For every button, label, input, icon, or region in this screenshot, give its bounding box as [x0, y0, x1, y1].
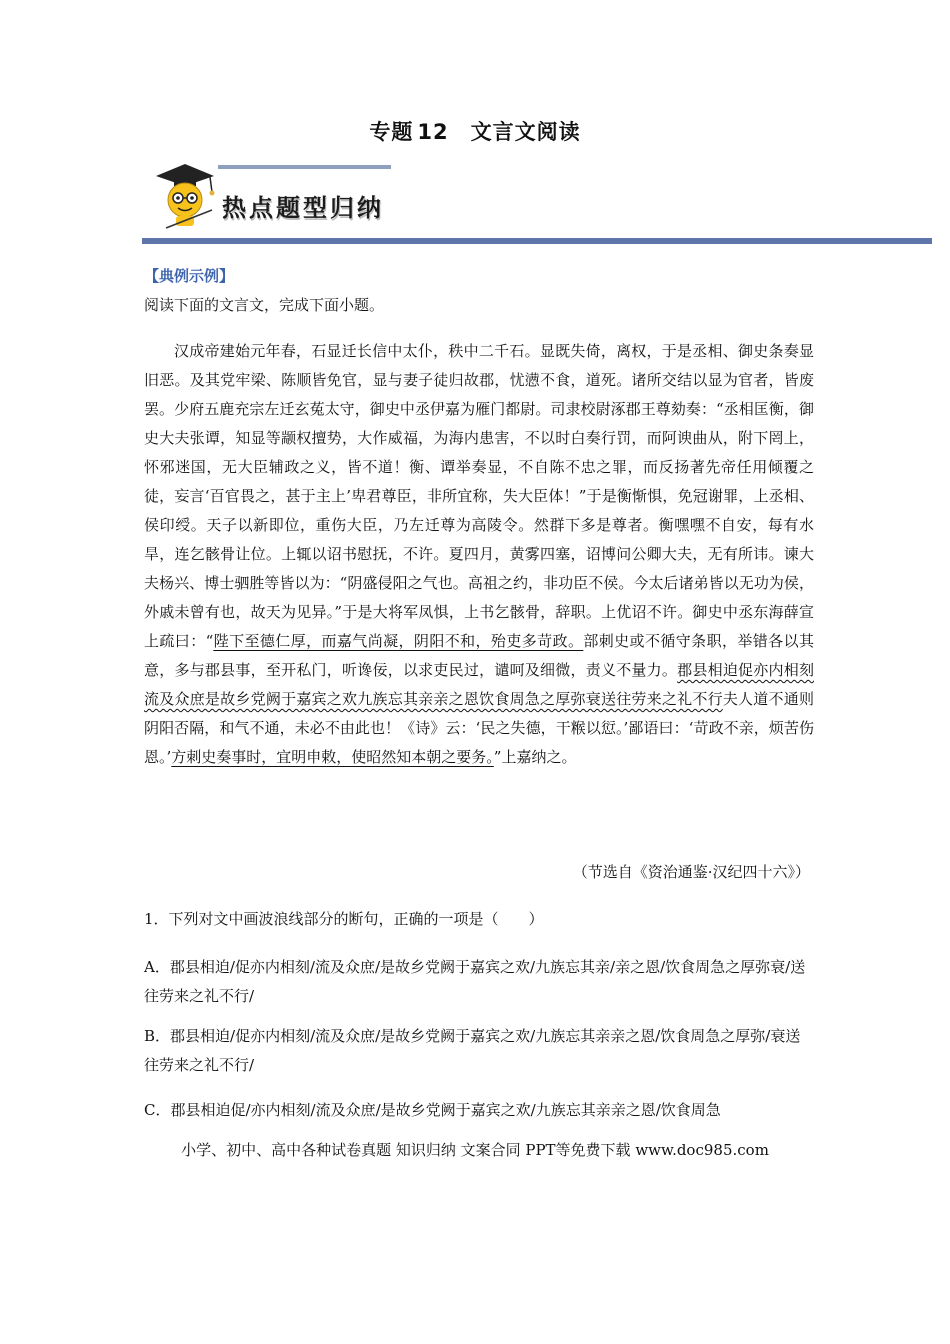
title-prefix: 专题	[369, 120, 414, 144]
graduate-cap-mascot-icon	[152, 162, 218, 230]
section-banner	[150, 160, 940, 250]
title-text: 文言文阅读	[470, 120, 581, 144]
classical-passage	[144, 337, 814, 772]
title-number: 12	[417, 120, 449, 144]
underlined-sentence-2: 方刺史奏事时，宜明申敕，使昭然知本朝之要务。	[171, 748, 494, 766]
page-footer: 小学、初中、高中各种试卷真题 知识归纳 文案合同 PPT等免费下载 www.doc985.com	[181, 1141, 769, 1159]
banner-bottom-rule	[142, 238, 932, 244]
section-label: 【典例示例】	[144, 267, 235, 285]
option-a: A．郡县相迫/促亦内相刻/流及众庶/是故乡党阙于嘉宾之欢/九族忘其亲/亲之恩/饮食周急之厚弥衰/送往劳来之礼不行/	[144, 958, 806, 1005]
intro-text: 阅读下面的文言文，完成下面小题。	[144, 296, 385, 314]
wavy-underlined-section: 郡县相迫促亦内相刻流及众庶是故乡党阙于嘉宾之欢九族忘其亲亲之恩饮食周急之厚弥衰送往劳来之礼不行	[144, 661, 814, 708]
banner-label: 热点题型归纳	[222, 193, 384, 222]
question-stem: 1．下列对文中画波浪线部分的断句，正确的一项是（ ）	[144, 910, 544, 928]
option-b: B．郡县相迫/促亦内相刻/流及众庶/是故乡党阙于嘉宾之欢/九族忘其亲亲之恩/饮食周急之厚弥/衰送往劳来之礼不行/	[144, 1027, 801, 1074]
passage-paragraph: 汉成帝建始元年春，石显迁长信中太仆，秩中二千石。显既失倚，离权，于是丞相、御史条奏显旧恶。及其党牢梁、陈顺皆免官，显与妻子徒归故郡，忧懑不食，道死。诸所交结以显为官者，皆废罢。少府五鹿充宗左迁玄菟太守，御史中丞伊嘉为雁门都尉。司隶校尉涿郡王尊劾奏：“丞相匡衡，御史大夫张谭，知显等颛权擅势，大作威福，为海内患害，不以时白奏行罚，而阿谀曲从，附下罔上，怀邪迷国，无大臣辅政之义，皆不道！衡、谭举奏显，不自陈不忠之罪，而反扬著先帝任用倾覆之徒，妄言‘百官畏之，甚于主上’卑君尊臣，非所宜称，失大臣体！”于是衡惭惧，免冠谢罪，上丞相、侯印绶。天子以新即位，重伤大臣，乃左迁尊为高陵令。然群下多是尊者。衡嘿嘿不自安，每有水旱，连乞骸骨让位。上辄以诏书慰抚，不许。夏四月，黄雾四塞，诏博问公卿大夫，无有所讳。谏大夫杨兴、博士驷胜等皆以为：“阴盛侵阳之气也。高祖之约，非功臣不侯。今太后诸弟皆以无功为侯，外戚未曾有也，故天为见异。”于是大将军凤惧，上书乞骸骨，辞职。上优诏不许。御史中丞东海薛宣上疏曰：“陛下至德仁厚，而嘉气尚凝，阴阳不和，殆吏多苛政。部刺史或不循守条职，举错各以其意，多与郡县事，至开私门，听谗佞，以求吏民过，谴呵及细微，责义不量力。郡县相迫促亦内相刻流及众庶是故乡党阙于嘉宾之欢九族忘其亲亲之恩饮食周急之厚弥衰送往劳来之礼不行夫人道不通则阴阳否隔，和气不通，未必不由此也！《诗》云：‘民之失德，干糇以愆。’鄙语曰：‘苛政不亲，烦苦伤恩。’方刺史奏事时，宜明申敕，使昭然知本朝之要务。”上嘉纳之。	[144, 342, 814, 766]
underlined-sentence-1: 陛下至德仁厚，而嘉气尚凝，阴阳不和，殆吏多苛政。	[213, 632, 584, 650]
page-title	[0, 116, 950, 146]
passage-source: （节选自《资治通鉴·汉纪四十六》）	[572, 863, 810, 881]
banner-top-rule	[218, 165, 391, 169]
option-c: C．郡县相迫促/亦内相刻/流及众庶/是故乡党阙于嘉宾之欢/九族忘其亲亲之恩/饮食周急	[144, 1101, 721, 1119]
